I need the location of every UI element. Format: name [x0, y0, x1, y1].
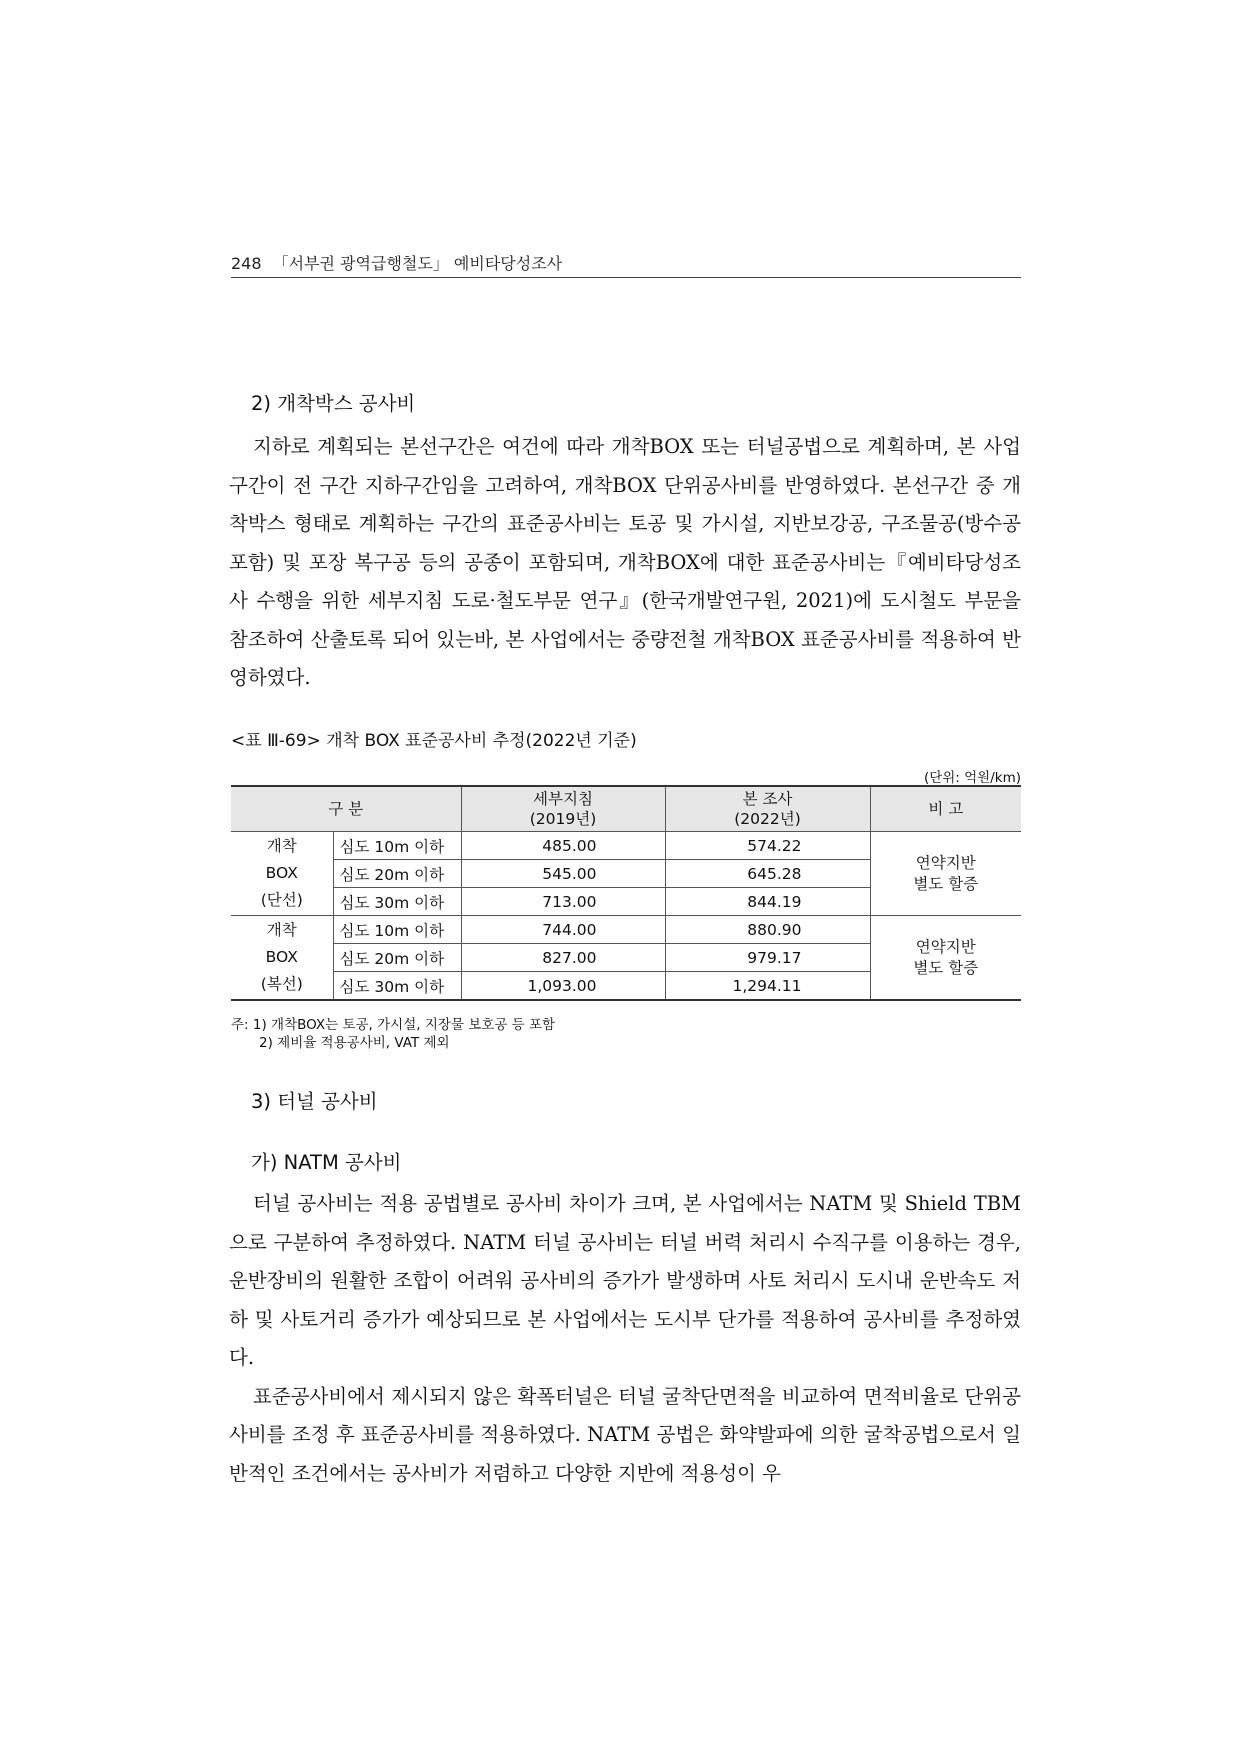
table-header-row — [231, 786, 1021, 832]
header-2019-year: (2019년) — [529, 810, 597, 828]
note-line: 별도 할증 — [913, 958, 979, 977]
table-unit: (단위: 억원/km) — [923, 770, 1021, 786]
header-2019 — [461, 786, 665, 832]
running-header — [231, 251, 1021, 278]
value-2019-cell: 485.00 — [461, 832, 665, 860]
table-notes — [231, 1016, 555, 1052]
table-note: 2) 제비율 적용공사비, VAT 제외 — [259, 1035, 450, 1051]
value-2019-cell: 827.00 — [461, 944, 665, 972]
paragraph-text: 터널 공사비는 적용 공법별로 공사비 차이가 크며, 본 사업에서는 NATM 및 Shield TBM으로 구분하여 추정하였다. NATM 터널 공사비는 터널 버력 처리시 수직구를 이용하는 경우, 운반장비의 원활한 조합이 어려워 공사비의 증가가 발생하며 사토 처리시 도시내 운반속도 저하 및 사토거리 증가가 예상되므로 본 사업에서는 도시부 단가를 적용하여 공사비를 추정하였다. — [229, 1192, 1021, 1369]
table-caption: <표 Ⅲ-69> 개착 BOX 표준공사비 추정(2022년 기준) — [231, 731, 637, 751]
value-2019-cell: 744.00 — [461, 916, 665, 944]
header-2022 — [665, 786, 870, 832]
group-label-line: (복선) — [260, 975, 303, 993]
depth-cell: 심도 10m 이하 — [333, 832, 461, 860]
value-2019-cell: 545.00 — [461, 860, 665, 888]
note-line: 별도 할증 — [913, 874, 979, 893]
group-label-line: BOX — [265, 864, 298, 882]
body-paragraph-natm — [229, 1185, 1021, 1493]
body-paragraph-box-cost — [229, 428, 1021, 698]
depth-cell: 심도 10m 이하 — [333, 916, 461, 944]
note-line: 연약지반 — [915, 937, 976, 956]
group-label-line: BOX — [265, 948, 298, 966]
subsection-heading-natm: 가) NATM 공사비 — [251, 1151, 402, 1174]
paragraph-text: 지하로 계획되는 본선구간은 여건에 따라 개착BOX 또는 터널공법으로 계획하며, 본 사업구간이 전 구간 지하구간임을 고려하여, 개착BOX 단위공사비를 반영하였다. 본선구간 중 개착박스 형태로 계획하는 구간의 표준공사비는 토공 및 가시설, 지반보강공, 구조물공(방수공 포함) 및 포장 복구공 등의 공종이 포함되며, 개착BOX에 대한 표준공사비는『예비타당성조사 수행을 위한 세부지침 도로·철도부문 연구』(한국개발연구원, 2021)에 도시철도 부문을 참조하여 산출토록 되어 있는바, 본 사업에서는 중량전철 개착BOX 표준공사비를 적용하여 반영하였다. — [229, 435, 1021, 689]
group-label-line: 개착 — [266, 837, 297, 855]
value-2022-cell: 880.90 — [665, 916, 870, 944]
note-cell — [870, 832, 1021, 916]
table-row — [231, 916, 1021, 944]
value-2019-cell: 1,093.00 — [461, 972, 665, 1001]
section-heading-box-cost: 2) 개착박스 공사비 — [251, 392, 416, 415]
group-label-double — [231, 916, 333, 1001]
value-2022-cell: 979.17 — [665, 944, 870, 972]
section-heading-tunnel-cost: 3) 터널 공사비 — [251, 1090, 378, 1113]
value-2022-cell: 645.28 — [665, 860, 870, 888]
depth-cell: 심도 20m 이하 — [333, 944, 461, 972]
value-2019-cell: 713.00 — [461, 888, 665, 916]
depth-cell: 심도 20m 이하 — [333, 860, 461, 888]
note-cell — [870, 916, 1021, 1001]
box-cost-table — [231, 785, 1021, 1001]
depth-cell: 심도 30m 이하 — [333, 972, 461, 1001]
header-2019-label: 세부지침 — [533, 790, 593, 808]
value-2022-cell: 844.19 — [665, 888, 870, 916]
page-number: 248 — [231, 254, 262, 273]
depth-cell: 심도 30m 이하 — [333, 888, 461, 916]
document-title: 「서부권 광역급행철도」 예비타당성조사 — [272, 254, 563, 273]
paragraph-text: 표준공사비에서 제시되지 않은 확폭터널은 터널 굴착단면적을 비교하여 면적비율로 단위공사비를 조정 후 표준공사비를 적용하였다. NATM 공법은 화약발파에 의한 굴착공법으로서 일반적인 조건에서는 공사비가 저렴하고 다양한 지반에 적용성이 우 — [229, 1384, 1021, 1485]
note-line: 연약지반 — [915, 853, 976, 872]
table-row — [231, 832, 1021, 860]
header-note: 비 고 — [870, 786, 1021, 832]
value-2022-cell: 574.22 — [665, 832, 870, 860]
group-label-single — [231, 832, 333, 916]
value-2022-cell: 1,294.11 — [665, 972, 870, 1001]
header-division: 구 분 — [231, 786, 461, 832]
group-label-line: 개착 — [266, 921, 297, 939]
table-note: 주: 1) 개착BOX는 토공, 가시설, 지장물 보호공 등 포함 — [231, 1017, 556, 1033]
group-label-line: (단선) — [260, 891, 303, 909]
header-2022-label: 본 조사 — [742, 790, 793, 808]
header-2022-year: (2022년) — [734, 810, 801, 828]
